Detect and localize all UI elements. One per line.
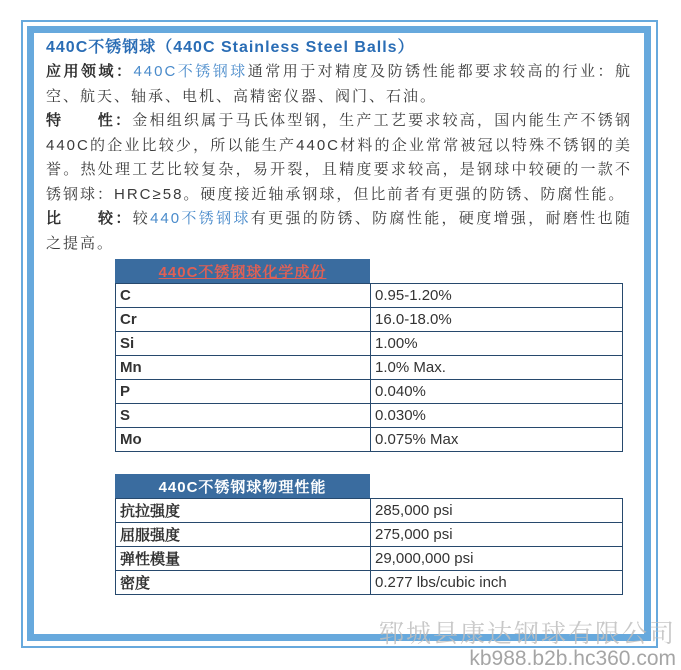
paragraph-characteristics — [46, 109, 632, 207]
element-label: Si — [116, 332, 371, 356]
chemical-table-header-link[interactable]: 440C不锈钢球化学成份 — [158, 263, 327, 281]
table-row — [116, 547, 623, 571]
physical-table-header-label: 440C不锈钢球物理性能 — [158, 478, 327, 496]
comparison-text: 有更强的防锈、防腐性能，硬度增强，耐磨性也随之提高。 — [46, 210, 632, 252]
comparison-label: 比 较： — [46, 210, 133, 227]
table-row — [116, 308, 623, 332]
chemical-composition-section — [115, 259, 632, 452]
paragraph-comparison — [46, 207, 632, 256]
table-row — [116, 380, 623, 404]
characteristics-label: 特 性： — [46, 112, 133, 129]
element-label: Cr — [116, 308, 371, 332]
property-value: 285,000 psi — [371, 499, 623, 523]
table-row — [116, 499, 623, 523]
element-label: P — [116, 380, 371, 404]
chemical-table-header — [115, 259, 370, 283]
element-value: 0.040% — [371, 380, 623, 404]
page-content — [34, 33, 644, 634]
element-label: S — [116, 404, 371, 428]
page-title: 440C不锈钢球（440C Stainless Steel Balls） — [46, 39, 415, 56]
application-label: 应用领域： — [46, 63, 134, 80]
element-value: 1.0% Max. — [371, 356, 623, 380]
comparison-product-link[interactable]: 440不锈钢球 — [150, 210, 251, 227]
watermark-url: kb988.b2b.hc360.com — [469, 647, 676, 670]
physical-table — [115, 498, 623, 595]
table-row — [116, 404, 623, 428]
application-text: 通常用于对精度及防锈性能都要求较高的行业：航空、航天、轴承、电机、高精密仪器、阀门、石油。 — [46, 63, 632, 105]
property-label: 屈服强度 — [116, 523, 371, 547]
property-value: 275,000 psi — [371, 523, 623, 547]
paragraph-application — [46, 60, 632, 109]
element-value: 1.00% — [371, 332, 623, 356]
table-row — [116, 571, 623, 595]
inner-border-frame — [27, 26, 651, 641]
element-value: 0.075% Max — [371, 428, 623, 452]
property-label: 密度 — [116, 571, 371, 595]
table-row — [116, 523, 623, 547]
table-row — [116, 356, 623, 380]
element-label: Mo — [116, 428, 371, 452]
element-value: 0.95-1.20% — [371, 284, 623, 308]
watermark-company: 郓城县康达钢球有限公司 — [378, 620, 676, 648]
chemical-table — [115, 283, 623, 452]
table-row — [116, 332, 623, 356]
property-value: 29,000,000 psi — [371, 547, 623, 571]
element-value: 16.0-18.0% — [371, 308, 623, 332]
element-label: C — [116, 284, 371, 308]
element-label: Mn — [116, 356, 371, 380]
element-value: 0.030% — [371, 404, 623, 428]
property-label: 弹性模量 — [116, 547, 371, 571]
characteristics-text: 金相组织属于马氏体型钢，生产工艺要求较高，国内能生产不锈钢440C的企业比较少，所以能生产440C材料的企业常常被冠以特殊不锈钢的美誉。热处理工艺比较复杂，易开裂，且精度要求较高，是钢球中较硬的一款不锈钢球：HRC≥58。硬度接近轴承钢球，但比前者有更强的防锈、防腐性能。 — [46, 112, 632, 203]
table-row — [116, 428, 623, 452]
property-value: 0.277 lbs/cubic inch — [371, 571, 623, 595]
property-label: 抗拉强度 — [116, 499, 371, 523]
table-row — [116, 284, 623, 308]
comparison-prefix: 较 — [132, 210, 151, 227]
physical-properties-section — [115, 474, 632, 595]
application-product-link[interactable]: 440C不锈钢球 — [133, 63, 248, 80]
physical-table-header — [115, 474, 370, 498]
